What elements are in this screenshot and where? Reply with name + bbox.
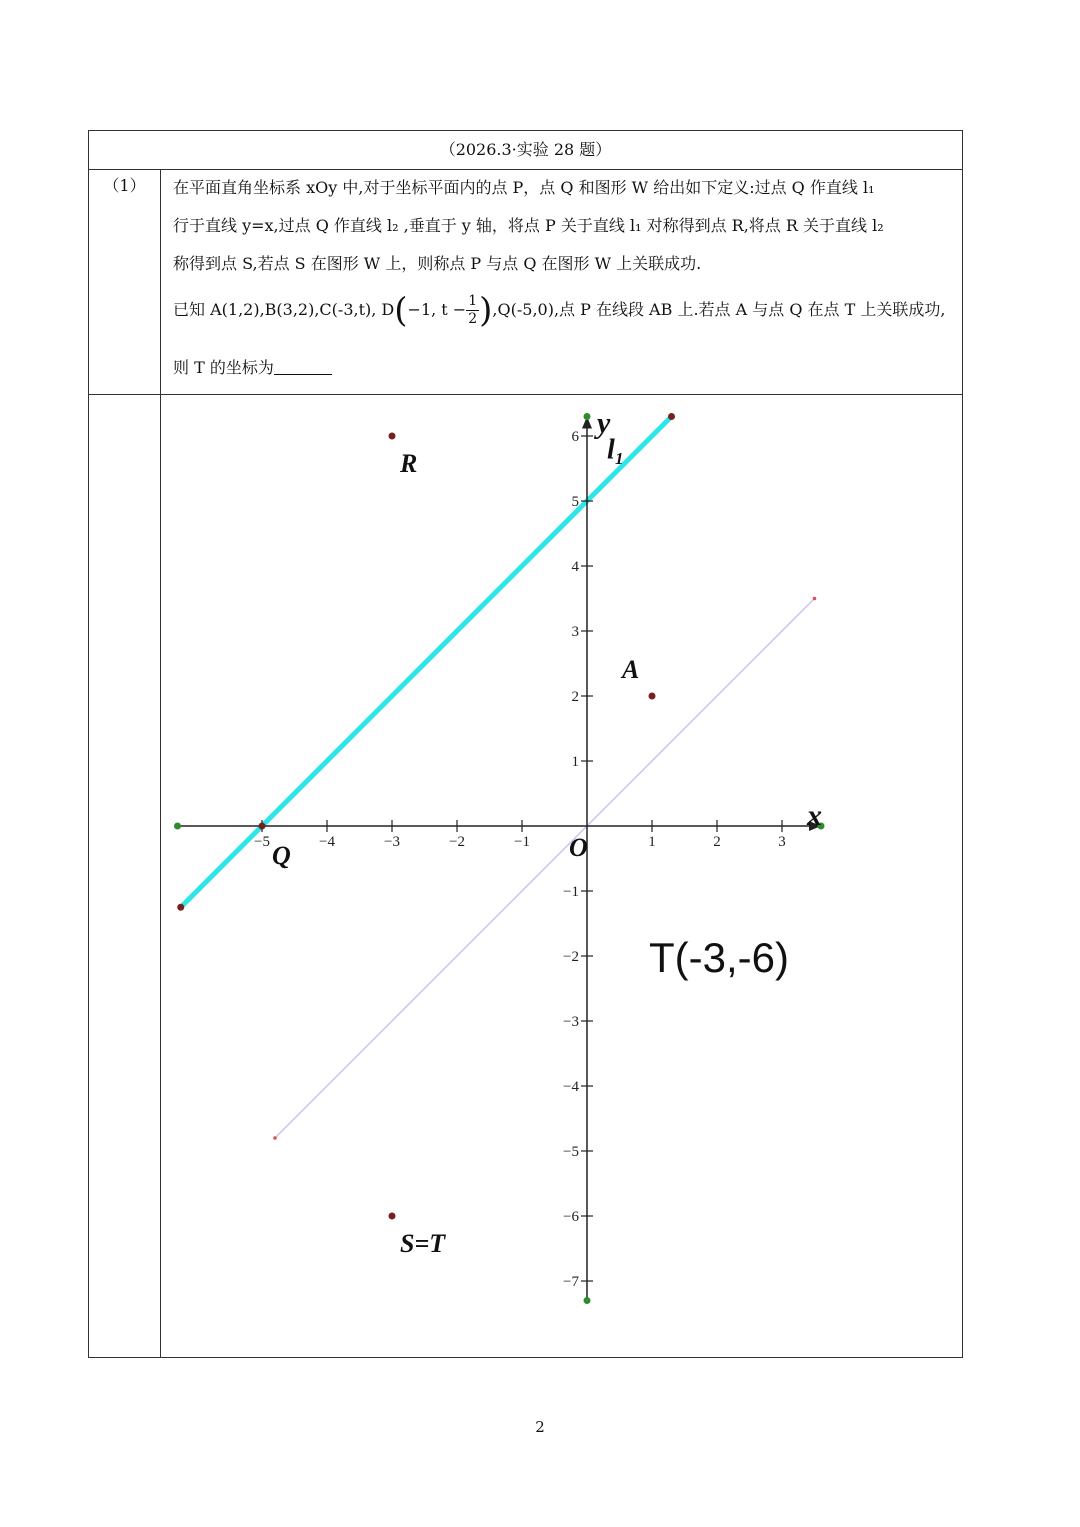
point-label-s-equals-t: S=T	[400, 1229, 446, 1258]
point-label-r: R	[400, 449, 418, 478]
l1-end-point	[177, 904, 184, 911]
l1-end-point	[668, 413, 675, 420]
question-line-4-start: 已知 A(1,2),B(3,2),C(-3,t), D	[173, 300, 395, 319]
y-tick-label: 3	[571, 624, 579, 640]
question-line-2: 行于直线 y=x,过点 Q 作直线 l₂ ,垂直于 y 轴，将点 P 关于直线 l₁ 对称得到点 R,将点 R 关于直线 l₂	[173, 216, 884, 235]
point-label-a: A	[622, 655, 640, 684]
answer-blank	[274, 356, 332, 375]
point-label-q: Q	[272, 841, 291, 870]
x-tick-label: −4	[319, 834, 335, 850]
question-line-5	[173, 353, 958, 391]
y-tick-label: −5	[563, 1144, 579, 1160]
x-tick-label: 1	[648, 834, 656, 850]
y-axis-label: y	[597, 406, 611, 440]
question-number: （1）	[103, 176, 146, 195]
y-axis-end-point	[584, 1297, 591, 1304]
y-tick-label: 4	[571, 559, 579, 575]
y-tick-label: 2	[571, 689, 579, 705]
x-tick-label: 2	[713, 834, 721, 850]
table-header	[89, 131, 962, 170]
origin-label: O	[569, 833, 588, 862]
fraction-half	[466, 293, 479, 328]
question-line-4	[173, 287, 958, 353]
axis-ticks	[254, 429, 786, 1290]
answer-annotation: T(-3,-6)	[649, 934, 789, 981]
yx-end-point	[273, 1136, 277, 1140]
l1-label: l₁	[607, 434, 625, 466]
question-text	[173, 173, 958, 391]
y-tick-label: 5	[571, 494, 579, 510]
y-tick-label: −7	[563, 1274, 579, 1290]
right-paren: )	[479, 290, 493, 331]
yx-end-point	[813, 597, 817, 601]
y-tick-label: −4	[563, 1079, 579, 1095]
y-tick-label: 6	[571, 429, 579, 445]
point-q	[259, 823, 266, 830]
fraction-denominator: 2	[468, 311, 478, 327]
y-tick-label: −1	[563, 884, 579, 900]
y-axis-end-point	[584, 413, 591, 420]
question-line-4-end: ,Q(-5,0),点 P 在线段 AB 上.若点 A 与点 Q 在点 T 上关联成功,	[492, 300, 946, 319]
point-a	[649, 693, 656, 700]
coordinate-figure	[160, 395, 962, 1357]
y-tick-label: −3	[563, 1014, 579, 1030]
x-tick-label: −3	[384, 834, 400, 850]
y-tick-label: −6	[563, 1209, 579, 1225]
x-tick-label: −1	[514, 834, 530, 850]
point-d-coord: −1, t −	[407, 300, 467, 319]
x-axis-end-point	[174, 823, 181, 830]
point-s-equals-t	[389, 1213, 396, 1220]
line-y-equals-x	[275, 599, 815, 1139]
x-tick-label: 3	[778, 834, 786, 850]
point-r	[389, 433, 396, 440]
left-paren: (	[394, 290, 408, 331]
question-line-5-text: 则 T 的坐标为	[173, 358, 274, 377]
question-line-3: 称得到点 S,若点 S 在图形 W 上，则称点 P 与点 Q 在图形 W 上关联成功.	[173, 254, 702, 273]
coordinate-plot	[160, 395, 962, 1357]
x-tick-label: −2	[449, 834, 465, 850]
y-tick-label: −2	[563, 949, 579, 965]
page-number: 2	[535, 1418, 545, 1436]
y-tick-label: 1	[571, 754, 579, 770]
x-tick-label: −5	[254, 834, 270, 850]
x-axis-label: x	[807, 799, 822, 832]
question-line-1: 在平面直角坐标系 xOy 中,对于坐标平面内的点 P，点 Q 和图形 W 给出如下定义:过点 Q 作直线 l₁	[173, 178, 875, 197]
fraction-numerator: 1	[468, 293, 478, 309]
header-title: （2026.3·实验 28 题）	[439, 140, 612, 159]
